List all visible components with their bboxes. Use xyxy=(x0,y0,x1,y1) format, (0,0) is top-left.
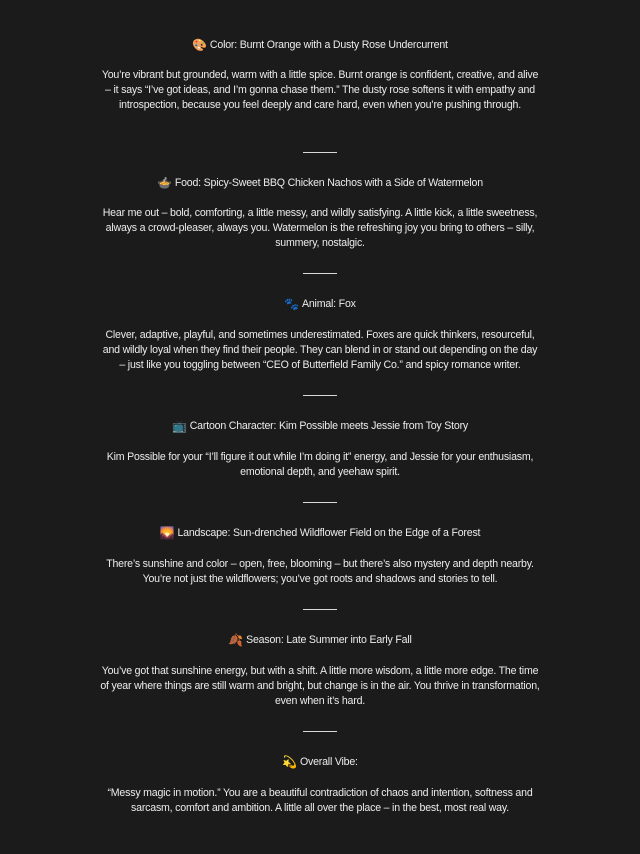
heading-text: Animal: Fox xyxy=(302,298,356,310)
section-divider xyxy=(303,152,337,153)
sunrise-landscape-icon: 🌄 xyxy=(159,526,175,540)
heading-text: Food: Spicy-Sweet BBQ Chicken Nachos with a Side of Watermelon xyxy=(174,177,483,189)
section-divider xyxy=(303,609,337,610)
section-heading-food xyxy=(0,176,640,191)
section-divider xyxy=(303,395,337,396)
television-icon: 📺 xyxy=(171,419,187,433)
section-divider xyxy=(303,502,337,503)
heading-text: Overall Vibe: xyxy=(299,756,358,768)
heading-text: Season: Late Summer into Early Fall xyxy=(246,634,412,646)
heading-text: Color: Burnt Orange with a Dusty Rose Undercurrent xyxy=(209,39,448,51)
section-divider xyxy=(303,273,337,274)
section-heading-cartoon xyxy=(0,419,640,434)
heading-text: Landscape: Sun-drenched Wildflower Field on the Edge of a Forest xyxy=(177,527,481,539)
section-body-color: You’re vibrant but grounded, warm with a little spice. Burnt orange is confident, creative, and alive – it says “I’ve got ideas, and I’m gonna chase them.” The dusty rose softens it with empathy and introspection, because you feel deeply and care hard, even when you’re pushing through. xyxy=(101,69,539,111)
food-bowl-icon: 🍲 xyxy=(157,176,172,190)
section-divider xyxy=(303,731,337,732)
section-body-animal: Clever, adaptive, playful, and sometimes underestimated. Foxes are quick thinkers, resourceful, and wildly loyal when they find their people. They can blend in or stand out depending on the day – just like you toggling between “CEO of Butterfield Family Co.” and spicy romance writer. xyxy=(102,329,538,371)
section-heading-landscape xyxy=(0,526,640,541)
section-body-overall-vibe: “Messy magic in motion.” You are a beautiful contradiction of chaos and intention, softness and sarcasm, comfort and ambition. A little all over the place – in the best, most real way. xyxy=(107,787,533,814)
paw-prints-icon: 🐾 xyxy=(284,297,299,311)
dizzy-sparkle-icon: 💫 xyxy=(282,755,297,769)
section-body-landscape: There’s sunshine and color – open, free, blooming – but there’s also mystery and depth nearby. You’re not just the wildflowers; you’ve got roots and shadows and stories to tell. xyxy=(106,558,534,585)
section-body-cartoon: Kim Possible for your “I’ll figure it out while I’m doing it” energy, and Jessie for your enthusiasm, emotional depth, and yeehaw spirit. xyxy=(106,451,534,478)
section-body-food: Hear me out – bold, comforting, a little messy, and wildly satisfying. A little kick, a little sweetness, always a crowd-pleaser, always you. Watermelon is the refreshing joy you bring to others – silly, summery, nostalgic. xyxy=(102,207,538,249)
section-heading-animal xyxy=(0,297,640,312)
section-body-season: You’ve got that sunshine energy, but with a shift. A little more wisdom, a little more edge. The time of year where things are still warm and bright, but change is in the air. You thrive in transformation, even when it’s hard. xyxy=(100,665,540,707)
heading-text: Cartoon Character: Kim Possible meets Jessie from Toy Story xyxy=(189,420,468,432)
fallen-leaf-icon: 🍂 xyxy=(228,633,244,647)
section-heading-color xyxy=(0,38,640,53)
palette-icon: 🎨 xyxy=(192,38,207,52)
section-heading-season xyxy=(0,633,640,648)
section-heading-overall-vibe xyxy=(0,755,640,770)
